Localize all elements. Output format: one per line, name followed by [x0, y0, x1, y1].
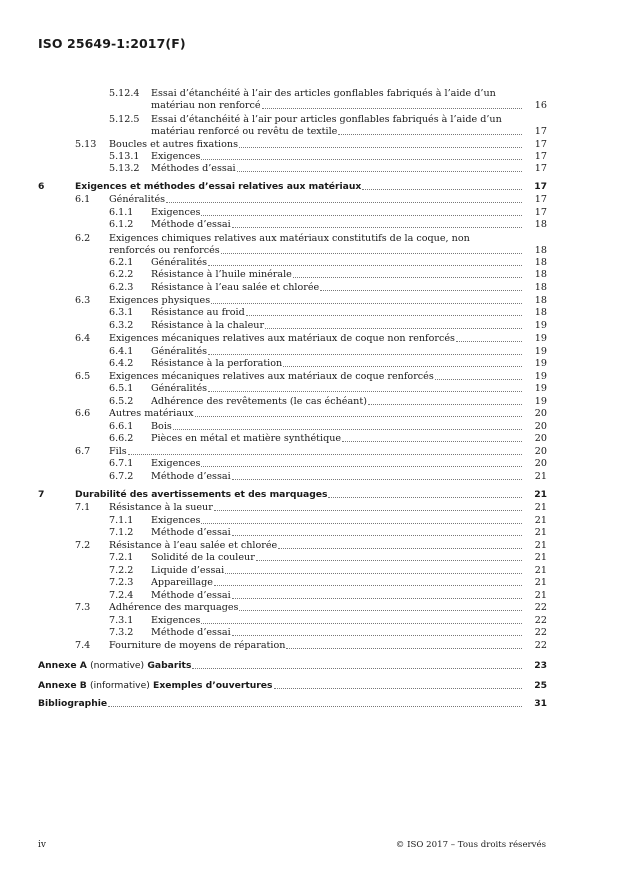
leader-dots	[201, 466, 522, 467]
toc-entry[interactable]	[151, 257, 547, 268]
annex-type: (informative)	[90, 680, 150, 691]
toc-entry[interactable]	[109, 446, 547, 457]
toc-number: 7.3	[75, 602, 91, 613]
toc-number: 7.3.2	[109, 627, 134, 638]
toc-title: Résistance à la sueur	[109, 502, 213, 513]
toc-page: 17	[534, 151, 547, 162]
toc-number: 7.2.4	[109, 590, 134, 601]
toc-number: 6.1.1	[109, 207, 134, 218]
toc-title: Exigences	[151, 615, 201, 626]
toc-page: 20	[534, 446, 547, 457]
toc-number: 6.5.1	[109, 383, 134, 394]
leader-dots	[214, 585, 522, 586]
leader-dots	[195, 416, 522, 417]
toc-title: Exigences	[151, 151, 201, 162]
toc-title: Bibliographie	[38, 698, 108, 709]
toc-page: 18	[534, 282, 547, 293]
toc-title[interactable]: Exigences chimiques relatives aux matériaux constitutifs de la coque, non	[109, 233, 470, 244]
toc-entry[interactable]	[151, 219, 547, 230]
toc-title: Généralités	[151, 383, 208, 394]
toc-number: 7.3.1	[109, 615, 134, 626]
toc-number: 6.7	[75, 446, 91, 457]
leader-dots	[208, 265, 522, 266]
toc-number: 7.4	[75, 640, 91, 651]
toc-page: 17	[534, 139, 547, 150]
toc-page: 18	[534, 295, 547, 306]
toc-entry[interactable]	[151, 471, 547, 482]
toc-title[interactable]: Essai d’étanchéité à l’air pour articles gonflables fabriqués à l’aide d’un	[151, 114, 502, 125]
annex-label: Annexe B	[38, 680, 87, 691]
leader-dots	[237, 171, 522, 172]
toc-title: Résistance à l’eau salée et chlorée	[109, 540, 278, 551]
leader-dots	[320, 290, 522, 291]
toc-entry[interactable]	[151, 396, 547, 407]
toc-number: 7.2.1	[109, 552, 134, 563]
toc-entry[interactable]	[109, 194, 547, 205]
leader-dots	[286, 648, 522, 649]
toc-page: 22	[534, 627, 547, 638]
toc-number: 6.6.2	[109, 433, 134, 444]
toc-title: Exigences mécaniques relatives aux matériaux de coque renforcés	[109, 371, 434, 382]
toc-entry[interactable]	[151, 515, 547, 526]
leader-dots	[211, 303, 522, 304]
leader-dots	[274, 688, 522, 689]
toc-entry[interactable]	[151, 163, 547, 174]
toc-title: Adhérence des marquages	[109, 602, 239, 613]
toc-entry[interactable]	[109, 540, 547, 551]
leader-dots	[201, 623, 522, 624]
toc-title: Exigences	[151, 458, 201, 469]
toc-number: 6.6	[75, 408, 91, 419]
toc-number: 7.1.2	[109, 527, 134, 538]
toc-entry[interactable]	[151, 458, 547, 469]
leader-dots	[283, 366, 522, 367]
leader-dots	[214, 510, 522, 511]
toc-entry[interactable]	[151, 577, 547, 588]
toc-title: Résistance au froid	[151, 307, 245, 318]
toc-number: 6	[38, 181, 45, 192]
annex-title: Gabarits	[147, 660, 192, 671]
toc-entry[interactable]	[109, 602, 547, 613]
toc-page: 22	[534, 615, 547, 626]
leader-dots	[108, 706, 522, 707]
toc-number: 7.1.1	[109, 515, 134, 526]
toc-title: Méthode d’essai	[151, 627, 231, 638]
toc-page: 31	[534, 698, 547, 709]
leader-dots	[368, 404, 522, 405]
toc-page: 21	[534, 527, 547, 538]
toc-page: 19	[534, 383, 547, 394]
toc-number: 6.2.2	[109, 269, 134, 280]
toc-title: Résistance à la perforation	[151, 358, 283, 369]
leader-dots	[293, 277, 522, 278]
toc-title-continued: matériau non renforcé	[151, 100, 261, 111]
leader-dots	[246, 315, 522, 316]
toc-page: 20	[534, 408, 547, 419]
toc-title: Généralités	[109, 194, 166, 205]
toc-page: 17	[534, 207, 547, 218]
toc-entry-annex-a[interactable]	[38, 660, 547, 671]
toc-entry[interactable]	[151, 433, 547, 444]
toc-title: Boucles et autres fixations	[109, 139, 239, 150]
toc-title: Exigences	[151, 515, 201, 526]
leader-dots	[208, 354, 522, 355]
toc-entry[interactable]	[151, 282, 547, 293]
toc-page: 18	[534, 257, 547, 268]
toc-title-continued: matériau renforcé ou revêtu de textile	[151, 126, 338, 137]
toc-entry[interactable]	[151, 269, 547, 280]
toc-page: 20	[534, 433, 547, 444]
toc-number: 5.13.1	[109, 151, 140, 162]
toc-entry[interactable]	[151, 527, 547, 538]
toc-title: Bois	[151, 421, 172, 432]
toc-entry[interactable]	[109, 371, 547, 382]
footer-page-number: iv	[38, 840, 46, 850]
leader-dots	[342, 441, 522, 442]
toc-entry[interactable]	[109, 333, 547, 344]
toc-title: Solidité de la couleur	[151, 552, 255, 563]
leader-dots	[225, 573, 522, 574]
leader-dots	[239, 610, 522, 611]
toc-title: Résistance à la chaleur	[151, 320, 265, 331]
leader-dots	[435, 379, 522, 380]
toc-title: Méthode d’essai	[151, 219, 231, 230]
toc-entry[interactable]	[109, 139, 547, 150]
toc-title: Pièces en métal et matière synthétique	[151, 433, 342, 444]
toc-page: 25	[534, 680, 547, 691]
annex-label: Annexe A	[38, 660, 87, 671]
toc-page: 20	[534, 421, 547, 432]
toc-page: 21	[534, 515, 547, 526]
toc-entry[interactable]	[151, 320, 547, 331]
leader-dots	[166, 202, 522, 203]
toc-entry[interactable]	[75, 489, 547, 500]
toc-page: 19	[534, 371, 547, 382]
toc-title: Liquide d’essai	[151, 565, 225, 576]
leader-dots	[201, 523, 522, 524]
toc-entry[interactable]	[151, 383, 547, 394]
toc-number: 6.4	[75, 333, 91, 344]
toc-title: Généralités	[151, 257, 208, 268]
toc-title: Fils	[109, 446, 127, 457]
leader-dots	[362, 189, 522, 190]
leader-dots	[265, 328, 522, 329]
toc-number: 5.13	[75, 139, 97, 150]
toc-entry[interactable]	[151, 307, 547, 318]
toc-title: Résistance à l’huile minérale	[151, 269, 292, 280]
toc-page: 16	[534, 100, 547, 111]
toc-page: 18	[534, 307, 547, 318]
toc-title: Résistance à l’eau salée et chlorée	[151, 282, 320, 293]
toc-page: 21	[534, 590, 547, 601]
annex-type: (normative)	[90, 660, 145, 671]
leader-dots	[456, 341, 522, 342]
toc-entry[interactable]	[151, 126, 547, 137]
leader-dots	[256, 560, 522, 561]
leader-dots	[232, 479, 522, 480]
toc-page: 21	[534, 489, 547, 500]
toc-page: 18	[534, 219, 547, 230]
toc-number: 7.2.2	[109, 565, 134, 576]
toc-number: 6.1.2	[109, 219, 134, 230]
toc-title: Adhérence des revêtements (le cas échéant)	[151, 396, 367, 407]
toc-number: 7.2.3	[109, 577, 134, 588]
leader-dots	[128, 454, 522, 455]
toc-entry[interactable]	[109, 245, 547, 256]
leader-dots	[232, 227, 522, 228]
toc-entry[interactable]	[151, 565, 547, 576]
leader-dots	[208, 391, 522, 392]
leader-dots	[221, 253, 522, 254]
toc-number: 6.7.1	[109, 458, 134, 469]
toc-entry[interactable]	[109, 295, 547, 306]
toc-entry[interactable]	[151, 615, 547, 626]
leader-dots	[328, 497, 522, 498]
toc-page: 17	[534, 181, 547, 192]
toc-page: 22	[534, 640, 547, 651]
toc-title: Méthodes d’essai	[151, 163, 236, 174]
toc-page: 19	[534, 320, 547, 331]
toc-number: 6.7.2	[109, 471, 134, 482]
toc-page: 20	[534, 458, 547, 469]
toc-page: 17	[534, 126, 547, 137]
toc-page: 21	[534, 577, 547, 588]
toc-page: 23	[534, 660, 547, 671]
toc-entry-annex-b[interactable]	[38, 680, 547, 691]
toc-entry[interactable]	[151, 358, 547, 369]
toc-title: Exigences et méthodes d’essai relatives aux matériaux	[75, 181, 362, 192]
toc-page: 21	[534, 565, 547, 576]
toc-title: Méthode d’essai	[151, 471, 231, 482]
toc-number: 6.4.1	[109, 346, 134, 357]
toc-title: Exigences	[151, 207, 201, 218]
toc-entry[interactable]	[75, 181, 547, 192]
toc-page: 21	[534, 540, 547, 551]
toc-entry-bibliography[interactable]	[38, 698, 547, 709]
toc-number: 6.3	[75, 295, 91, 306]
annex-title: Exemples d’ouvertures	[153, 680, 273, 691]
toc-number: 6.3.2	[109, 320, 134, 331]
toc-number: 6.3.1	[109, 307, 134, 318]
toc-page: 21	[534, 471, 547, 482]
toc-title: Fourniture de moyens de réparation	[109, 640, 286, 651]
toc-entry[interactable]	[151, 627, 547, 638]
toc-number: 7.2	[75, 540, 91, 551]
toc-page: 17	[534, 163, 547, 174]
toc-page: 21	[534, 502, 547, 513]
toc-page: 19	[534, 346, 547, 357]
toc-title: Méthode d’essai	[151, 590, 231, 601]
toc-entry[interactable]	[109, 502, 547, 513]
toc-entry[interactable]	[109, 408, 547, 419]
leader-dots	[173, 429, 522, 430]
toc-page: 22	[534, 602, 547, 613]
toc-number: 5.13.2	[109, 163, 140, 174]
toc-number: 5.12.5	[109, 114, 140, 125]
leader-dots	[232, 635, 522, 636]
toc-title[interactable]: Essai d’étanchéité à l’air des articles gonflables fabriqués à l’aide d’un	[151, 88, 496, 99]
toc-title: Exigences mécaniques relatives aux matériaux de coque non renforcés	[109, 333, 455, 344]
toc-number: 6.5	[75, 371, 91, 382]
footer-copyright: © ISO 2017 – Tous droits réservés	[395, 840, 546, 850]
toc-number: 6.6.1	[109, 421, 134, 432]
toc-number: 6.2.1	[109, 257, 134, 268]
toc-number: 7	[38, 489, 45, 500]
toc-title: Autres matériaux	[109, 408, 194, 419]
toc-page: 19	[534, 358, 547, 369]
document-id-header: ISO 25649-1:2017(F)	[38, 36, 186, 51]
leader-dots	[232, 598, 522, 599]
toc-page: 18	[534, 269, 547, 280]
toc-entry[interactable]	[151, 346, 547, 357]
toc-page: 19	[534, 333, 547, 344]
toc-number: 6.1	[75, 194, 91, 205]
toc-title-continued: renforcés ou renforcés	[109, 245, 220, 256]
toc-number: 6.2	[75, 233, 91, 244]
toc-page: 21	[534, 552, 547, 563]
toc-entry[interactable]	[151, 552, 547, 563]
leader-dots	[232, 535, 522, 536]
toc-entry[interactable]	[151, 151, 547, 162]
toc-entry[interactable]	[109, 640, 547, 651]
toc-title: Méthode d’essai	[151, 527, 231, 538]
toc-title: Exigences physiques	[109, 295, 211, 306]
toc-title: Appareillage	[151, 577, 213, 588]
leader-dots	[192, 668, 522, 669]
toc-number: 6.5.2	[109, 396, 134, 407]
toc-title: Généralités	[151, 346, 208, 357]
toc-number: 5.12.4	[109, 88, 140, 99]
leader-dots	[201, 159, 522, 160]
toc-entry[interactable]	[151, 100, 547, 111]
leader-dots	[278, 548, 522, 549]
leader-dots	[201, 215, 522, 216]
toc-entry[interactable]	[151, 421, 547, 432]
toc-number: 6.4.2	[109, 358, 134, 369]
toc-page: 19	[534, 396, 547, 407]
leader-dots	[262, 108, 522, 109]
toc-entry[interactable]	[151, 207, 547, 218]
toc-title: Durabilité des avertissements et des marquages	[75, 489, 328, 500]
toc-number: 7.1	[75, 502, 91, 513]
toc-page: 17	[534, 194, 547, 205]
toc-entry[interactable]	[151, 590, 547, 601]
toc-page: 18	[534, 245, 547, 256]
leader-dots	[338, 134, 522, 135]
leader-dots	[239, 147, 522, 148]
toc-number: 6.2.3	[109, 282, 134, 293]
